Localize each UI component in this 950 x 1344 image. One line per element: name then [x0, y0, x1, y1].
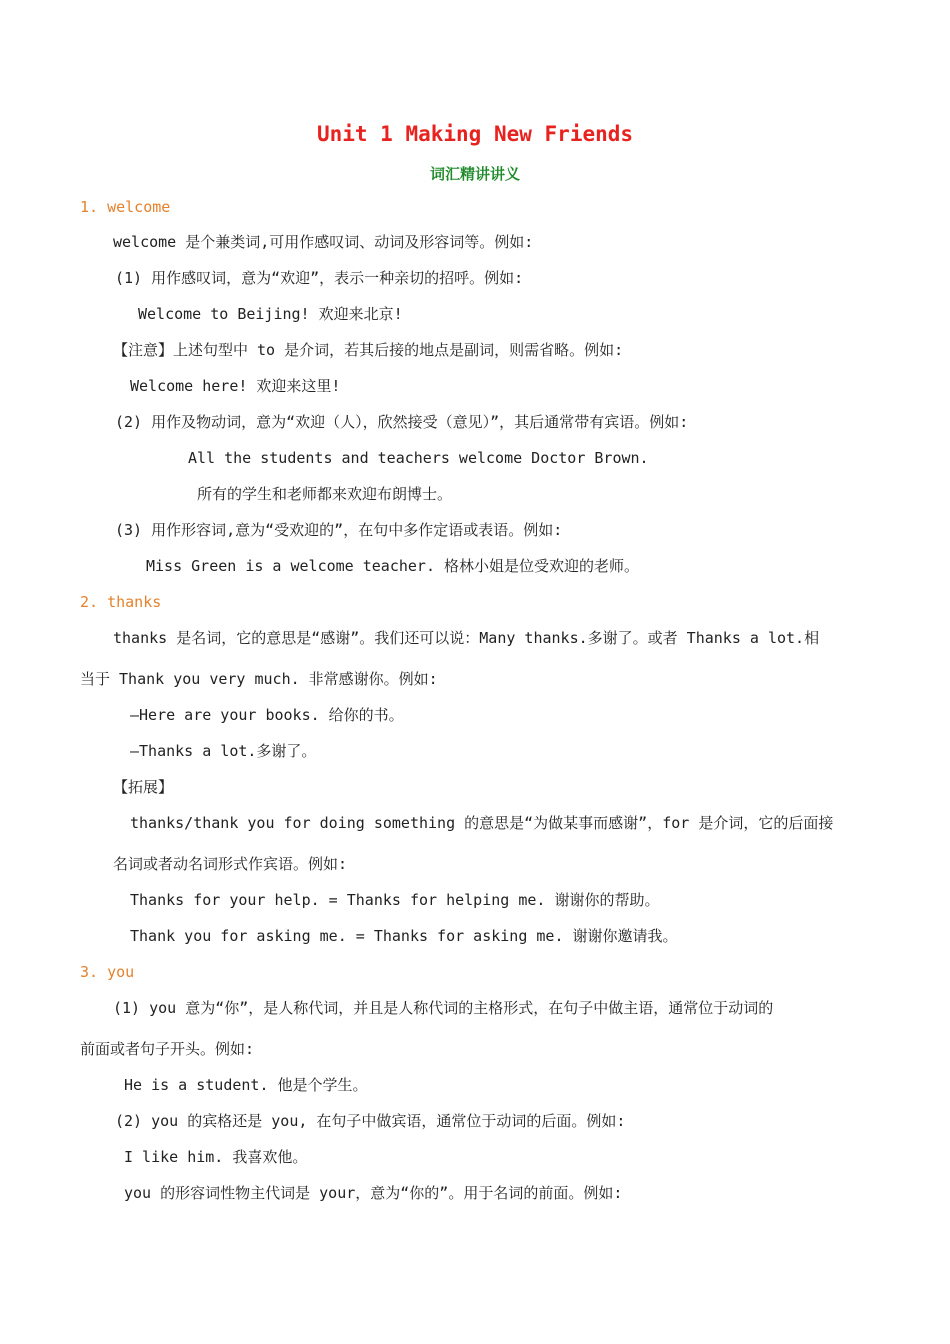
example-line: Welcome to Beijing! 欢迎来北京!	[138, 305, 403, 323]
body-line: (2) you 的宾格还是 you, 在句子中做宾语，通常位于动词的后面。例如:	[115, 1112, 626, 1130]
body-line: (1) 用作感叹词，意为“欢迎”，表示一种亲切的招呼。例如:	[115, 269, 524, 287]
example-line: Thank you for asking me. = Thanks for asking me. 谢谢你邀请我。	[130, 927, 678, 945]
extension-label: 【拓展】	[113, 778, 174, 796]
example-line: He is a student. 他是个学生。	[124, 1076, 368, 1094]
body-line: you 的形容词性物主代词是 your，意为“你的”。用于名词的前面。例如:	[124, 1184, 623, 1202]
page-title: Unit 1 Making New Friends	[316, 122, 634, 146]
body-line: 当于 Thank you very much. 非常感谢你。例如:	[80, 670, 438, 688]
dialogue-line: —Here are your books. 给你的书。	[130, 706, 404, 724]
section-heading-you: 3. you	[80, 963, 135, 981]
body-line: thanks 是名词，它的意思是“感谢”。我们还可以说：Many thanks.多谢了。或者 Thanks a lot.相	[113, 629, 820, 647]
example-line: Miss Green is a welcome teacher. 格林小姐是位受欢迎的老师。	[146, 557, 640, 575]
body-line: 前面或者句子开头。例如:	[80, 1040, 255, 1058]
body-line: welcome 是个兼类词,可用作感叹词、动词及形容词等。例如:	[113, 233, 534, 251]
example-line: All the students and teachers welcome Doctor Brown.	[188, 449, 649, 467]
page-subtitle: 词汇精讲讲义	[429, 165, 520, 183]
body-line: thanks/thank you for doing something 的意思是“为做某事而感谢”，for 是介词，它的后面接	[130, 814, 834, 832]
body-line: 名词或者动名词形式作宾语。例如:	[113, 855, 348, 873]
body-line: (1) you 意为“你”，是人称代词，并且是人称代词的主格形式，在句子中做主语，通常位于动词的	[113, 999, 774, 1017]
example-translation: 所有的学生和老师都来欢迎布朗博士。	[197, 485, 453, 503]
body-line: (2) 用作及物动词，意为“欢迎（人），欣然接受（意见）”，其后通常带有宾语。例如:	[115, 413, 689, 431]
dialogue-line: —Thanks a lot.多谢了。	[130, 742, 317, 760]
section-heading-welcome: 1. welcome	[80, 198, 171, 216]
note-line: 【注意】上述句型中 to 是介词，若其后接的地点是副词，则需省略。例如:	[113, 341, 624, 359]
example-line: Thanks for your help. = Thanks for helping me. 谢谢你的帮助。	[130, 891, 660, 909]
section-heading-thanks: 2. thanks	[80, 593, 162, 611]
body-line: (3) 用作形容词,意为“受欢迎的”，在句中多作定语或表语。例如:	[115, 521, 563, 539]
example-line: I like him. 我喜欢他。	[124, 1148, 308, 1166]
example-line: Welcome here! 欢迎来这里!	[130, 377, 341, 395]
